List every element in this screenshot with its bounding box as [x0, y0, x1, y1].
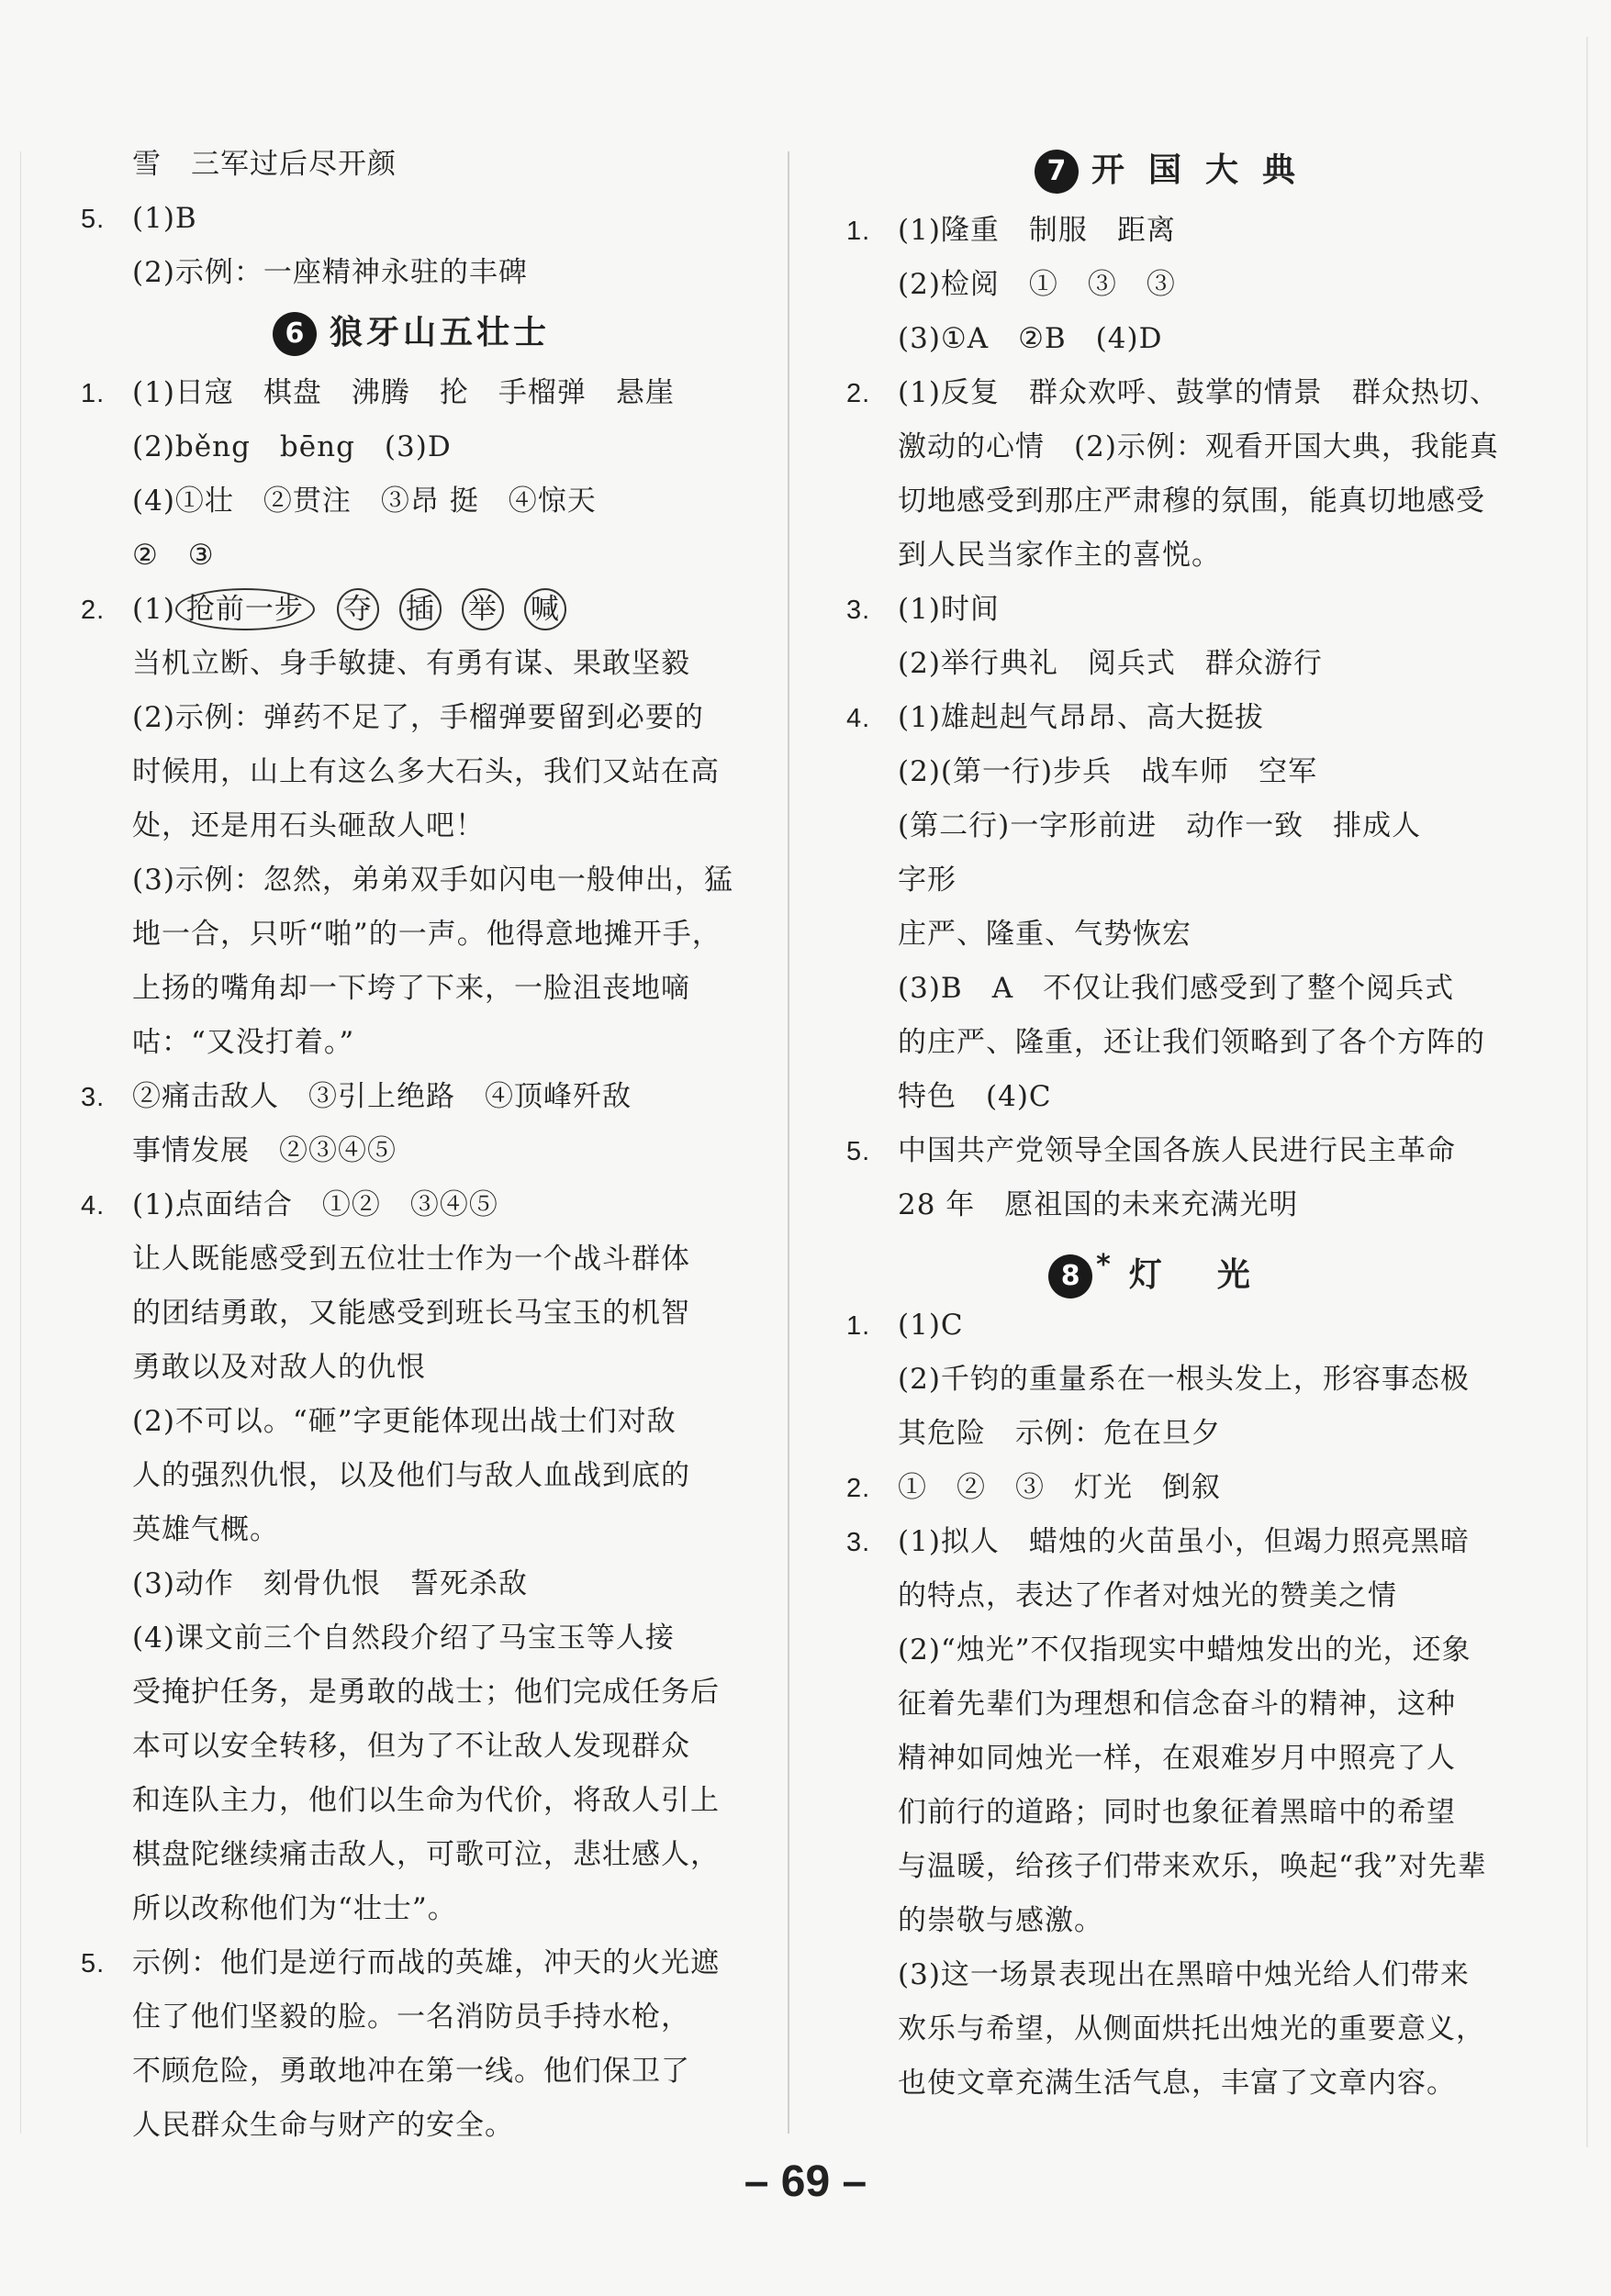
answer-text: (4)课文前三个自然段介绍了马宝玉等人接	[132, 1622, 675, 1655]
answer-line	[81, 1774, 742, 1828]
answer-text: (2)běng bēng (3)D	[132, 430, 452, 463]
answer-text: 受掩护任务，是勇敢的战士；他们完成任务后	[132, 1676, 720, 1709]
answer-line	[81, 1232, 742, 1287]
section-6-lines-a	[81, 366, 742, 583]
answer-line	[846, 312, 1507, 366]
answer-line	[81, 1070, 742, 1124]
answer-line	[81, 2045, 742, 2099]
answer-text: 事情发展 ②③④⑤	[132, 1134, 397, 1167]
answer-line	[81, 1016, 742, 1070]
answer-line	[81, 1720, 742, 1774]
answer-text: 英雄气概。	[132, 1513, 279, 1546]
circled-character: 举	[462, 588, 504, 630]
answer-text: 上扬的嘴角却一下垮了下来，一脸沮丧地嘀	[132, 972, 690, 1005]
answer-text: 切地感受到那庄严肃穆的氛围，能真切地感受	[898, 485, 1485, 518]
answer-line	[846, 1461, 1507, 1515]
section-6-heading	[81, 300, 742, 366]
section-6-q2-line	[81, 583, 742, 637]
answer-line	[81, 1990, 742, 2045]
column-divider	[788, 151, 789, 2134]
answer-line	[846, 1124, 1507, 1178]
answer-line	[81, 192, 742, 246]
answer-line	[81, 1611, 742, 1666]
section-8-star: *	[1096, 1249, 1114, 1281]
answer-text: (2)示例：弹药不足了，手榴弹要留到必要的	[132, 701, 704, 734]
answer-text: 示例：他们是逆行而战的英雄，冲天的火光遮	[132, 1946, 720, 1979]
answer-text: (1)拟人 蜡烛的火苗虽小，但竭力照亮黑暗	[898, 1525, 1470, 1558]
question-number: 2.	[846, 1474, 871, 1503]
answer-line	[81, 1503, 742, 1557]
answer-line	[81, 1936, 742, 1990]
answer-text: 住了他们坚毅的脸。一名消防员手持水枪，	[132, 2001, 690, 2034]
answer-line	[81, 1882, 742, 1936]
question-number: 4.	[81, 1191, 106, 1220]
section-8-badge: 8	[1048, 1254, 1092, 1298]
answer-line	[81, 1287, 742, 1341]
answer-text: (3)示例：忽然，弟弟双手如闪电一般伸出，猛	[132, 864, 733, 897]
answer-line	[846, 1178, 1507, 1232]
question-number: 1.	[846, 1311, 871, 1341]
answer-line	[846, 1016, 1507, 1070]
answer-line	[81, 474, 742, 529]
answer-line	[81, 799, 742, 853]
answer-line	[81, 745, 742, 799]
answer-line	[81, 1178, 742, 1232]
answer-text: 字形	[898, 864, 957, 897]
answer-line	[846, 908, 1507, 962]
answer-text: 的庄严、隆重，还让我们领略到了各个方阵的	[898, 1026, 1485, 1059]
answer-text: (1)B	[132, 202, 197, 235]
answer-text: ② ③	[132, 539, 215, 572]
answer-text: (1)点面结合 ①② ③④⑤	[132, 1188, 498, 1221]
answer-line	[846, 1070, 1507, 1124]
answer-line	[846, 2002, 1507, 2056]
answer-line	[846, 474, 1507, 529]
answer-line	[81, 962, 742, 1016]
answer-text: (1)反复 群众欢呼、鼓掌的情景 群众热切、	[898, 376, 1499, 409]
section-8-heading	[846, 1232, 1507, 1298]
answer-text: 中国共产党领导全国各族人民进行民主革命	[898, 1134, 1456, 1167]
answer-line	[81, 1828, 742, 1882]
answer-text: 到人民当家作主的喜悦。	[898, 539, 1221, 572]
question-number: 5.	[81, 205, 106, 234]
answer-text: (2)示例：一座精神永驻的丰碑	[132, 256, 528, 289]
answer-line	[846, 1623, 1507, 1677]
right-edge-rule	[1586, 37, 1588, 2147]
answer-text: (1)日寇 棋盘 沸腾 抡 手榴弹 悬崖	[132, 376, 675, 409]
answer-line	[846, 1732, 1507, 1786]
answer-text: (1)隆重 制服 距离	[898, 214, 1176, 247]
answer-text: ②痛击敌人 ③引上绝路 ④顶峰歼敌	[132, 1080, 632, 1113]
section-7-badge: 7	[1035, 150, 1079, 194]
answer-line	[846, 1407, 1507, 1461]
answer-line	[81, 366, 742, 420]
answer-line	[846, 1298, 1507, 1353]
answer-text: 也使文章充满生活气息，丰富了文章内容。	[898, 2067, 1456, 2100]
answer-text: (3)B A 不仅让我们感受到了整个阅兵式	[898, 972, 1455, 1005]
answer-text: 精神如同烛光一样，在艰难岁月中照亮了人	[898, 1742, 1456, 1775]
answer-text: 和连队主力，他们以生命为代价，将敌人引上	[132, 1784, 720, 1817]
answer-line	[81, 1557, 742, 1611]
answer-text: 征着先辈们为理想和信念奋斗的精神，这种	[898, 1688, 1456, 1721]
question-number: 1.	[81, 379, 106, 408]
answer-text: (2)(第一行)步兵 战车师 空军	[898, 755, 1318, 788]
answer-line	[846, 583, 1507, 637]
answer-line	[846, 420, 1507, 474]
section-8-lines	[846, 1298, 1507, 2111]
circled-phrase: 抢前一步	[175, 588, 315, 630]
answer-text: ① ② ③ 灯光 倒叙	[898, 1471, 1221, 1504]
right-column	[846, 138, 1507, 2111]
answer-text: (2)举行典礼 阅兵式 群众游行	[898, 647, 1323, 680]
answer-line	[846, 1569, 1507, 1623]
section-6-badge: 6	[273, 312, 317, 356]
section-6-title: 狼牙山五壮士	[329, 314, 550, 351]
answer-line	[846, 1840, 1507, 1894]
answer-text: (1)雄赳赳气昂昂、高大挺拔	[898, 701, 1264, 734]
left-intro-lines	[81, 138, 742, 300]
circled-character: 插	[399, 588, 442, 630]
answer-line	[846, 1353, 1507, 1407]
question-number: 4.	[846, 704, 871, 733]
left-edge-rule	[20, 151, 21, 2134]
answer-line	[846, 1948, 1507, 2002]
answer-line	[846, 1515, 1507, 1569]
answer-text: 们前行的道路；同时也象征着黑暗中的希望	[898, 1796, 1456, 1829]
answer-text: 欢乐与希望，从侧面烘托出烛光的重要意义，	[898, 2012, 1485, 2045]
answer-text: 其危险 示例：危在旦夕	[898, 1417, 1221, 1450]
answer-text: 庄严、隆重、气势恢宏	[898, 918, 1191, 951]
q2-prefix: (1)	[132, 593, 175, 626]
answer-line	[81, 1666, 742, 1720]
answer-text: (2)不可以。“砸”字更能体现出战士们对敌	[132, 1405, 677, 1438]
answer-text: 人民群众生命与财产的安全。	[132, 2109, 514, 2142]
answer-text: 当机立断、身手敏捷、有勇有谋、果敢坚毅	[132, 647, 690, 680]
answer-line	[846, 204, 1507, 258]
answer-text: 棋盘陀继续痛击敌人，可歌可泣，悲壮感人，	[132, 1838, 720, 1871]
question-number: 3.	[81, 1083, 106, 1112]
circled-character: 夺	[337, 588, 379, 630]
answer-text: 地一合，只听“啪”的一声。他得意地摊开手，	[132, 918, 722, 951]
section-7-heading	[846, 138, 1507, 204]
answer-line	[846, 853, 1507, 908]
question-number: 2.	[846, 379, 871, 408]
answer-text: (1)时间	[898, 593, 1000, 626]
answer-line	[81, 908, 742, 962]
answer-text: 的特点，表达了作者对烛光的赞美之情	[898, 1579, 1397, 1612]
answer-line	[81, 637, 742, 691]
answer-text: (3)这一场景表现出在黑暗中烛光给人们带来	[898, 1958, 1470, 1991]
answer-text: 的团结勇敢，又能感受到班长马宝玉的机智	[132, 1297, 690, 1330]
answer-text: 处，还是用石头砸敌人吧！	[132, 809, 485, 842]
answer-text: 人的强烈仇恨，以及他们与敌人血战到底的	[132, 1459, 690, 1492]
answer-line	[846, 962, 1507, 1016]
page-number: – 69 –	[744, 2157, 867, 2206]
question-number: 5.	[81, 1949, 106, 1978]
answer-line	[81, 1395, 742, 1449]
answer-text: (2)检阅 ① ③ ③	[898, 268, 1176, 301]
answer-line	[846, 258, 1507, 312]
question-number: 2.	[81, 596, 106, 625]
answer-text: (2)千钧的重量系在一根头发上，形容事态极	[898, 1363, 1470, 1396]
answer-line	[81, 420, 742, 474]
section-7-lines	[846, 204, 1507, 1232]
answer-text: 28 年 愿祖国的未来充满光明	[898, 1188, 1299, 1221]
answer-text: (3)①A ②B (4)D	[898, 322, 1163, 355]
answer-text: 勇敢以及对敌人的仇恨	[132, 1351, 426, 1384]
section-7-title: 开国大典	[1091, 151, 1319, 189]
answer-line	[81, 691, 742, 745]
answer-line	[846, 1677, 1507, 1732]
answer-line	[846, 745, 1507, 799]
answer-line	[81, 1449, 742, 1503]
answer-line	[846, 691, 1507, 745]
answer-line	[846, 1786, 1507, 1840]
answer-text: 不顾危险，勇敢地冲在第一线。他们保卫了	[132, 2055, 690, 2088]
answer-text: 时候用，山上有这么多大石头，我们又站在高	[132, 755, 720, 788]
answer-line	[81, 529, 742, 583]
answer-text: 的崇敬与感激。	[898, 1904, 1103, 1937]
answer-line	[846, 637, 1507, 691]
answer-text: 与温暖，给孩子们带来欢乐，唤起“我”对先辈	[898, 1850, 1487, 1883]
answer-line	[846, 799, 1507, 853]
answer-text: (第二行)一字形前进 动作一致 排成人	[898, 809, 1422, 842]
section-6-lines-b	[81, 637, 742, 2153]
answer-text: 咕：“又没打着。”	[132, 1026, 355, 1059]
answer-text: 激动的心情 (2)示例：观看开国大典，我能真	[898, 430, 1499, 463]
answer-line	[81, 1124, 742, 1178]
answer-line	[81, 2099, 742, 2153]
answer-line	[846, 366, 1507, 420]
answer-text: 雪 三军过后尽开颜	[132, 148, 397, 181]
circled-character: 喊	[524, 588, 566, 630]
answer-text: 本可以安全转移，但为了不让敌人发现群众	[132, 1730, 690, 1763]
left-column	[81, 138, 742, 2153]
answer-line	[81, 246, 742, 300]
answer-line	[81, 138, 742, 192]
answer-line	[81, 1341, 742, 1395]
question-number: 1.	[846, 217, 871, 246]
answer-line	[81, 853, 742, 908]
question-number: 3.	[846, 596, 871, 625]
answer-text: 特色 (4)C	[898, 1080, 1052, 1113]
circled-characters	[337, 593, 587, 626]
answer-text: (3)动作 刻骨仇恨 誓死杀敌	[132, 1567, 528, 1600]
answer-text: (2)“烛光”不仅指现实中蜡烛发出的光，还象	[898, 1633, 1471, 1666]
question-number: 5.	[846, 1137, 871, 1166]
answer-line	[846, 1894, 1507, 1948]
answer-line	[846, 2056, 1507, 2111]
answer-text: 让人既能感受到五位壮士作为一个战斗群体	[132, 1243, 690, 1276]
answer-text: (4)①壮 ②贯注 ③昂 挺 ④惊天	[132, 485, 597, 518]
section-8-title: 灯光	[1128, 1256, 1305, 1294]
question-number: 3.	[846, 1528, 871, 1557]
answer-line	[846, 529, 1507, 583]
answer-text: (1)C	[898, 1309, 964, 1342]
answer-text: 所以改称他们为“壮士”。	[132, 1892, 457, 1925]
